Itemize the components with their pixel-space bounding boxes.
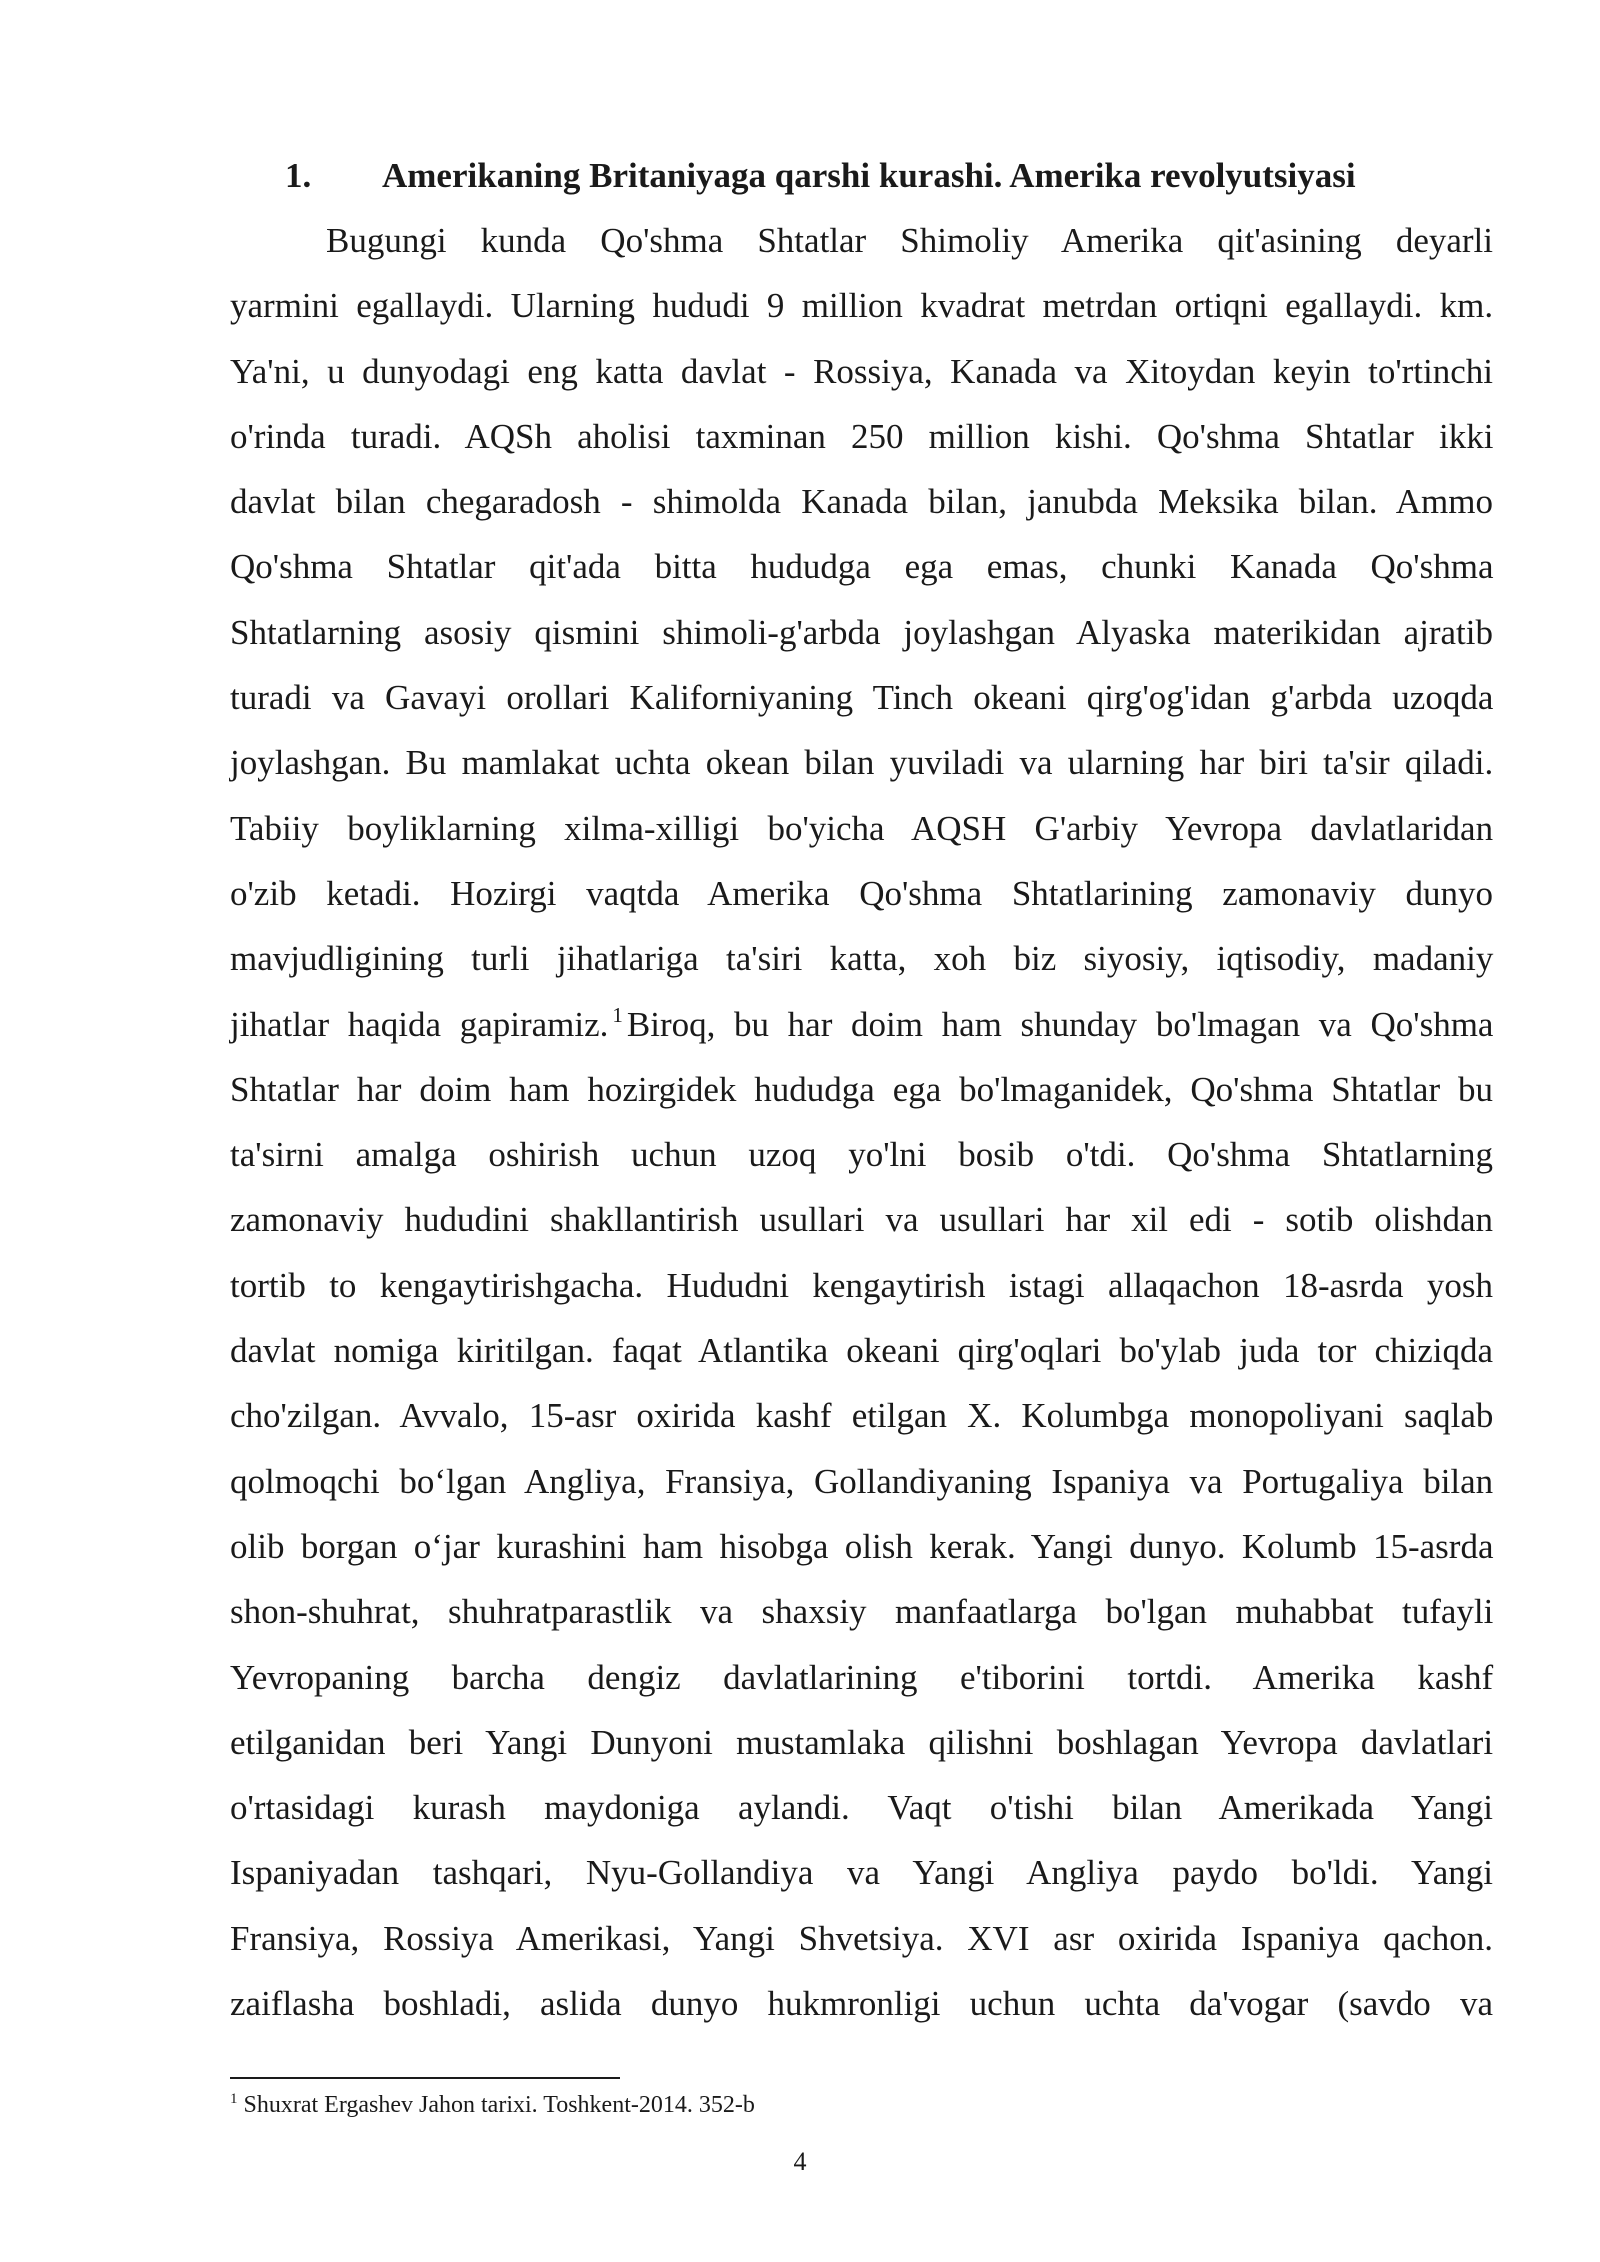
text-line: Bugungi kunda Qo'shma Shtatlar Shimoliy Amerika qit'asining deyarli (326, 221, 1493, 260)
text-segment: Biroq, bu har doim ham shunday bo'lmagan va Qo'shma (626, 1004, 1494, 1044)
text-segment: jihatlar haqida gapiramiz. (230, 1004, 609, 1044)
text-line: etilganidan beri Yangi Dunyoni mustamlaka qilishni boshlagan Yevropa davlatlari (230, 1722, 1494, 1762)
text-line: Fransiya, Rossiya Amerikasi, Yangi Shvetsiya. XVI asr oxirida Ispaniya qachon. (230, 1918, 1493, 1958)
body-paragraph (230, 208, 1493, 2036)
text-line: davlat bilan chegaradosh - shimolda Kanada bilan, janubda Meksika bilan. Ammo (230, 482, 1493, 522)
text-line: turadi va Gavayi orollari Kaliforniyaning Tinch okeani qirg'og'idan g'arbda uzoqda (230, 678, 1494, 718)
text-line: o'zib ketadi. Hozirgi vaqtda Amerika Qo'shma Shtatlarining zamonaviy dunyo (230, 873, 1493, 913)
text-line: zamonaviy hududini shakllantirish usullari va usullari har xil edi - sotib olishdan (230, 1200, 1493, 1240)
text-line: joylashgan. Bu mamlakat uchta okean bilan yuviladi va ularning har biri ta'sir qiladi. (230, 743, 1494, 783)
text-line: davlat nomiga kiritilgan. faqat Atlantika okeani qirg'oqlari bo'ylab juda tor chiziqda (230, 1331, 1493, 1371)
section-heading (285, 150, 1356, 202)
footnote-text: Shuxrat Ergashev Jahon tarixi. Toshkent-2014. 352-b (243, 2092, 755, 2118)
text-line: mavjudligining turli jihatlariga ta'siri katta, xoh biz siyosiy, iqtisodiy, madaniy (230, 939, 1494, 979)
text-line: Shtatlar har doim ham hozirgidek hududga ega bo'lmaganidek, Qo'shma Shtatlar bu (230, 1069, 1493, 1109)
text-line: Tabiiy boyliklarning xilma-xilligi bo'yicha AQSH G'arbiy Yevropa davlatlaridan (230, 808, 1494, 848)
text-line: shon-shuhrat, shuhratparastlik va shaxsiy manfaatlarga bo'lgan muhabbat tufayli (230, 1592, 1494, 1632)
text-line: Yevropaning barcha dengiz davlatlarining e'tiborini tortdi. Amerika kashf (230, 1657, 1494, 1697)
text-line: zaiflasha boshladi, aslida dunyo hukmronligi uchun uchta da'vogar (savdo va (230, 1984, 1493, 2024)
text-line: o'rinda turadi. AQSh aholisi taxminan 250 million kishi. Qo'shma Shtatlar ikki (230, 416, 1494, 456)
footnote (230, 2088, 755, 2122)
section-title: Amerikaning Britaniyaga qarshi kurashi. Amerika revolyutsiyasi (382, 156, 1356, 195)
text-line: Ya'ni, u dunyodagi eng katta davlat - Rossiya, Kanada va Xitoydan keyin to'rtinchi (230, 351, 1493, 391)
text-line: cho'zilgan. Avvalo, 15-asr oxirida kashf etilgan X. Kolumbga monopoliyani saqlab (230, 1396, 1494, 1436)
section-number: 1. (285, 156, 312, 195)
footnote-marker: 1 (230, 2091, 238, 2107)
footnote-reference[interactable]: 1 (612, 1002, 623, 1027)
text-line: Ispaniyadan tashqari, Nyu-Gollandiya va Yangi Angliya paydo bo'ldi. Yangi (230, 1853, 1493, 1893)
page-number: 4 (793, 2147, 807, 2176)
text-line: Shtatlarning asosiy qismini shimoli-g'arbda joylashgan Alyaska materikidan ajratib (230, 612, 1494, 652)
text-line: yarmini egallaydi. Ularning hududi 9 million kvadrat metrdan ortiqni egallaydi. km. (230, 286, 1494, 326)
text-line-with-footnote-ref (230, 992, 1493, 1057)
footnote-separator (230, 2077, 620, 2079)
text-line: Qo'shma Shtatlar qit'ada bitta hududga ega emas, chunki Kanada Qo'shma (230, 547, 1494, 587)
text-line: olib borgan o‘jar kurashini ham hisobga olish kerak. Yangi dunyo. Kolumb 15-asrda (230, 1526, 1494, 1566)
text-line: ta'sirni amalga oshirish uchun uzoq yo'lni bosib o'tdi. Qo'shma Shtatlarning (230, 1135, 1493, 1175)
text-line: qolmoqchi bo‘lgan Angliya, Fransiya, Gollandiyaning Ispaniya va Portugaliya bilan (230, 1461, 1494, 1501)
text-line: o'rtasidagi kurash maydoniga aylandi. Vaqt o'tishi bilan Amerikada Yangi (230, 1788, 1493, 1828)
text-line: tortib to kengaytirishgacha. Hududni kengaytirish istagi allaqachon 18-asrda yosh (230, 1265, 1493, 1305)
